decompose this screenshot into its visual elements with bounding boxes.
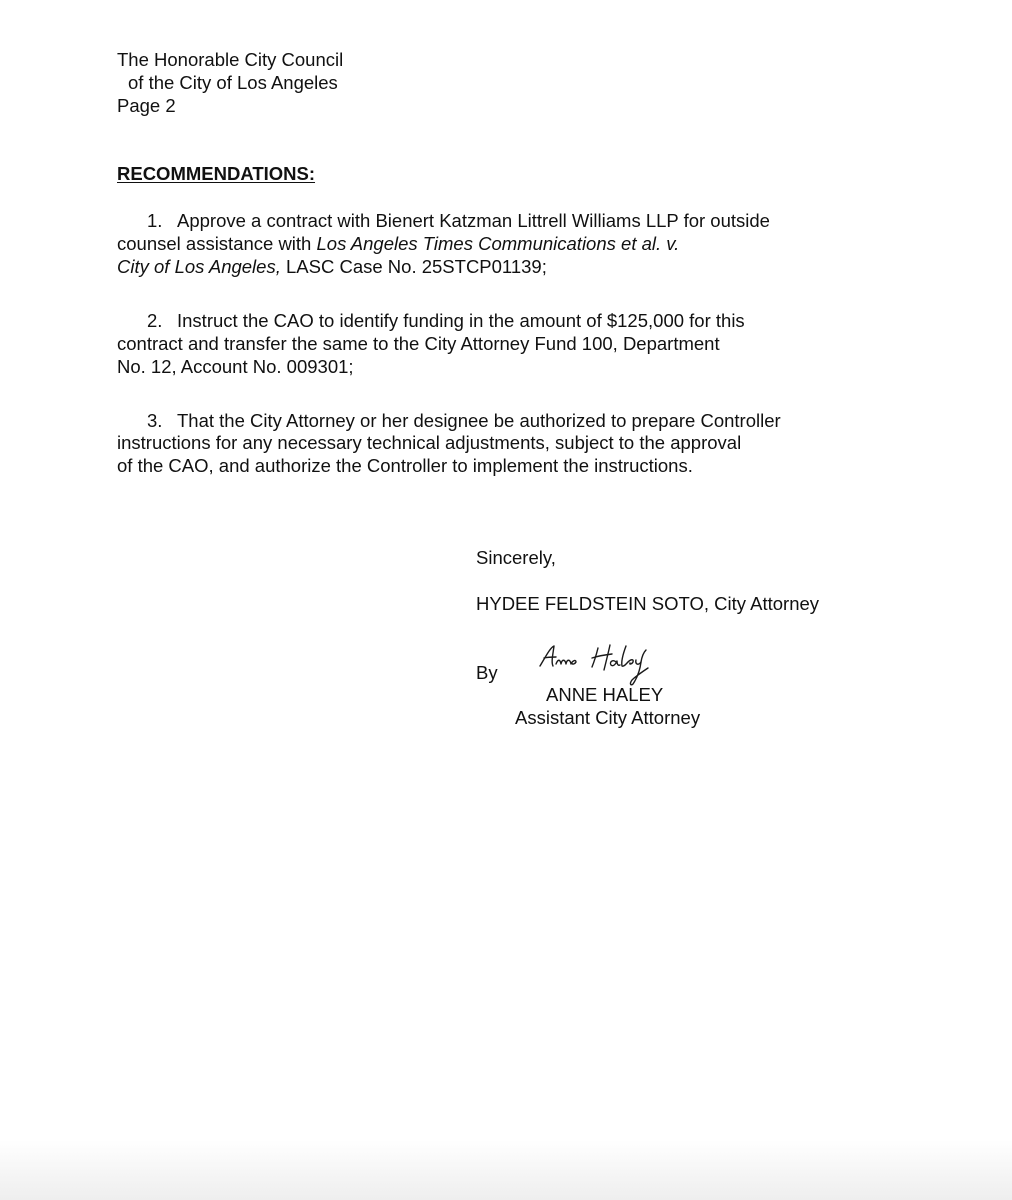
page-number: Page 2 [117, 95, 176, 116]
recommendations-heading: RECOMMENDATIONS: [117, 163, 316, 184]
case-title-part-1: Los Angeles Times Communications et al. v. [316, 233, 680, 254]
page-bottom-shadow [0, 1140, 1012, 1200]
address-line-2: of the City of Los Angeles [128, 72, 338, 93]
case-number: LASC Case No. 25STCP01139; [280, 256, 547, 277]
by-label: By [476, 662, 498, 683]
signer-title: Assistant City Attorney [515, 707, 701, 728]
address-line-1: The Honorable City Council [117, 49, 344, 70]
recommendation-2-number: 2. [147, 310, 163, 331]
recommendation-2-line-1: Instruct the CAO to identify funding in the amount of $125,000 for this [177, 310, 745, 331]
recommendation-3-line-1: That the City Attorney or her designee be authorized to prepare Controller [177, 410, 781, 431]
recommendation-3-line-2: instructions for any necessary technical adjustments, subject to the approval [117, 432, 742, 453]
recommendation-3-number: 3. [147, 410, 163, 431]
signer-name: ANNE HALEY [546, 684, 664, 705]
recommendation-2-line-2: contract and transfer the same to the City Attorney Fund 100, Department [117, 333, 720, 354]
recommendation-3-line-3: of the CAO, and authorize the Controller to implement the instructions. [117, 455, 693, 476]
recommendation-2-line-3: No. 12, Account No. 009301; [117, 356, 354, 377]
recommendation-1-number: 1. [147, 210, 163, 231]
recommendation-1-line-1: Approve a contract with Bienert Katzman Littrell Williams LLP for outside [177, 210, 770, 231]
recommendation-1-line-2-prefix: counsel assistance with [117, 233, 317, 254]
salutation: Sincerely, [476, 547, 556, 568]
signer-organization: HYDEE FELDSTEIN SOTO, City Attorney [476, 593, 820, 614]
recommendation-1-line-3 [117, 255, 547, 278]
case-title-part-2: City of Los Angeles, [117, 256, 281, 277]
recommendation-1-line-2 [117, 232, 679, 255]
